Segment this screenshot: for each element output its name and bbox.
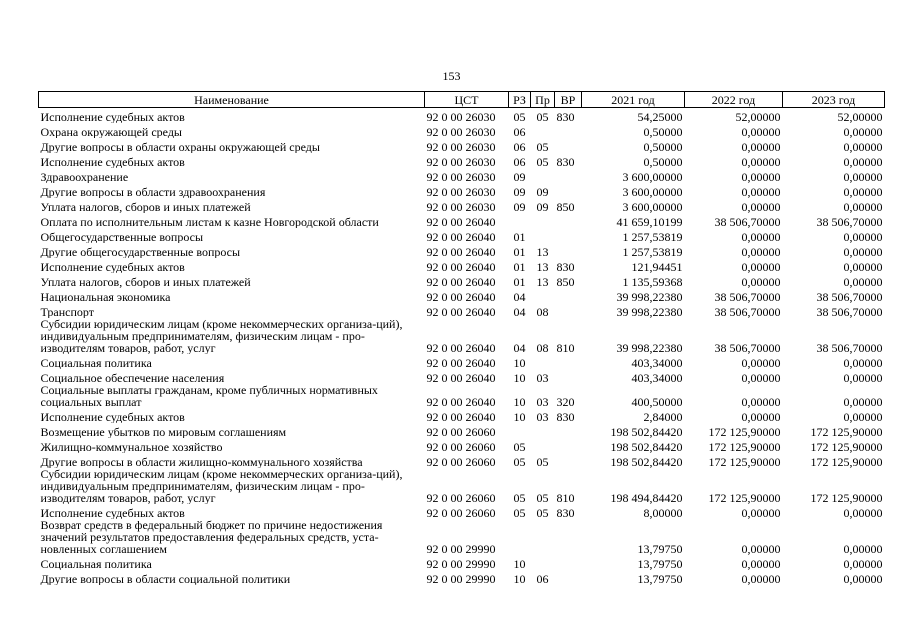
cell-y2022: 0,00000 <box>741 125 781 138</box>
cell-y2022: 172 125,90000 <box>708 455 781 468</box>
cell-vr <box>555 243 582 258</box>
table-row <box>39 438 885 453</box>
header-name: Наименование <box>39 92 425 108</box>
cell-vr <box>555 168 582 183</box>
cell-y2022: 38 506,70000 <box>714 305 781 318</box>
cell-rz: 10 <box>513 410 526 423</box>
cell-y2023: 0,00000 <box>843 410 883 423</box>
cell-vr <box>555 354 582 369</box>
cell-y2022: 172 125,90000 <box>708 425 781 438</box>
cell-y2021: 13,79750 <box>637 572 683 585</box>
table-row <box>39 423 885 438</box>
cell-y2022: 0,00000 <box>741 245 781 258</box>
cell-y2021: 39 998,22380 <box>616 341 683 354</box>
cell-vr: 830 <box>556 260 575 273</box>
cell-name: Субсидии юридическим лицам (кроме некоммерческих организа-ций), индивидуальным предпринимателям, физическим лицам - про-изводителям товаров, работ, услуг <box>40 318 403 354</box>
table-row <box>39 288 885 303</box>
cell-y2022: 0,00000 <box>741 230 781 243</box>
cell-rz: 10 <box>513 572 526 585</box>
table-row <box>39 123 885 138</box>
cell-cst: 92 0 00 26040 <box>426 215 496 228</box>
cell-y2021: 0,50000 <box>643 125 683 138</box>
cell-y2023: 0,00000 <box>843 542 883 555</box>
cell-rz: 09 <box>513 170 526 183</box>
cell-vr: 850 <box>556 275 575 288</box>
cell-cst: 92 0 00 26060 <box>426 455 496 468</box>
cell-rz: 05 <box>513 440 526 453</box>
cell-y2021: 54,25000 <box>637 110 683 123</box>
cell-vr <box>555 369 582 384</box>
cell-y2022: 38 506,70000 <box>714 290 781 303</box>
cell-rz: 04 <box>513 341 526 354</box>
cell-vr <box>555 453 582 468</box>
cell-cst: 92 0 00 26040 <box>426 371 496 384</box>
cell-cst: 92 0 00 26040 <box>426 410 496 423</box>
cell-rz: 09 <box>513 200 526 213</box>
cell-vr: 850 <box>556 200 575 213</box>
cell-y2023: 0,00000 <box>843 371 883 384</box>
cell-pr: 05 <box>536 506 549 519</box>
cell-pr: 13 <box>536 275 549 288</box>
page-number: 153 <box>442 69 461 83</box>
cell-pr: 08 <box>536 341 549 354</box>
cell-vr <box>555 123 582 138</box>
cell-vr: 810 <box>556 491 575 504</box>
cell-name: Оплата по исполнительным листам к казне Новгородской области <box>40 215 379 228</box>
cell-cst: 92 0 00 26030 <box>426 170 496 183</box>
cell-rz: 10 <box>513 395 526 408</box>
cell-pr: 05 <box>536 155 549 168</box>
cell-name: Транспорт <box>40 305 94 318</box>
cell-y2023: 0,00000 <box>843 200 883 213</box>
cell-pr <box>531 168 555 183</box>
cell-y2022: 38 506,70000 <box>714 341 781 354</box>
cell-rz <box>509 213 531 228</box>
cell-y2021: 0,50000 <box>643 155 683 168</box>
cell-rz: 01 <box>513 230 526 243</box>
cell-y2022: 0,00000 <box>741 155 781 168</box>
cell-y2023: 0,00000 <box>843 185 883 198</box>
cell-y2021: 198 494,84420 <box>610 491 683 504</box>
table-row <box>39 384 885 408</box>
cell-y2023: 38 506,70000 <box>816 215 883 228</box>
table-row <box>39 303 885 318</box>
table-row <box>39 453 885 468</box>
cell-y2022: 0,00000 <box>741 395 781 408</box>
cell-cst: 92 0 00 29990 <box>426 542 496 555</box>
cell-vr <box>555 519 582 555</box>
cell-pr: 03 <box>536 371 549 384</box>
table-row <box>39 318 885 354</box>
cell-pr <box>531 555 555 570</box>
cell-y2022: 0,00000 <box>741 260 781 273</box>
table-row <box>39 519 885 555</box>
cell-y2021: 1 135,59368 <box>622 275 683 288</box>
table-row <box>39 168 885 183</box>
cell-rz: 01 <box>513 245 526 258</box>
cell-cst: 92 0 00 26040 <box>426 305 496 318</box>
cell-y2023: 0,00000 <box>843 170 883 183</box>
table-row <box>39 273 885 288</box>
cell-name: Социальная политика <box>40 356 152 369</box>
cell-vr: 830 <box>556 410 575 423</box>
cell-pr <box>531 438 555 453</box>
table-row <box>39 504 885 519</box>
cell-name: Жилищно-коммунальное хозяйство <box>40 440 223 453</box>
table-row <box>39 213 885 228</box>
cell-y2021: 198 502,84420 <box>610 440 683 453</box>
cell-vr: 320 <box>556 395 575 408</box>
cell-pr <box>531 354 555 369</box>
cell-y2023: 0,00000 <box>843 230 883 243</box>
cell-y2023: 172 125,90000 <box>810 491 883 504</box>
cell-y2021: 198 502,84420 <box>610 455 683 468</box>
cell-cst: 92 0 00 26040 <box>426 275 496 288</box>
cell-y2021: 13,79750 <box>637 542 683 555</box>
cell-y2021: 121,94451 <box>631 260 683 273</box>
cell-name: Исполнение судебных актов <box>40 155 185 168</box>
table-row <box>39 468 885 504</box>
cell-pr: 03 <box>536 410 549 423</box>
cell-name: Исполнение судебных актов <box>40 260 185 273</box>
cell-name: Другие вопросы в области здравоохранения <box>40 185 266 198</box>
cell-name: Возврат средств в федеральный бюджет по причине недостижения значений результатов предоставления федеральных средств, уста-новленных соглашением <box>40 519 383 555</box>
cell-pr: 05 <box>536 455 549 468</box>
cell-rz <box>509 423 531 438</box>
cell-y2021: 3 600,00000 <box>622 170 683 183</box>
cell-name: Уплата налогов, сборов и иных платежей <box>40 200 251 213</box>
cell-y2021: 400,50000 <box>631 395 683 408</box>
cell-vr <box>555 183 582 198</box>
cell-vr <box>555 228 582 243</box>
cell-name: Другие общегосударственные вопросы <box>40 245 241 258</box>
cell-rz: 04 <box>513 305 526 318</box>
cell-y2021: 198 502,84420 <box>610 425 683 438</box>
cell-y2023: 0,00000 <box>843 356 883 369</box>
cell-y2021: 39 998,22380 <box>616 290 683 303</box>
cell-y2023: 0,00000 <box>843 275 883 288</box>
cell-pr: 09 <box>536 185 549 198</box>
cell-pr: 06 <box>536 572 549 585</box>
cell-cst: 92 0 00 26060 <box>426 491 496 504</box>
cell-pr: 13 <box>536 245 549 258</box>
cell-pr: 09 <box>536 200 549 213</box>
cell-pr: 03 <box>536 395 549 408</box>
cell-y2021: 41 659,10199 <box>616 215 683 228</box>
cell-pr: 05 <box>536 110 549 123</box>
cell-pr: 08 <box>536 305 549 318</box>
cell-pr <box>531 423 555 438</box>
cell-rz: 10 <box>513 371 526 384</box>
cell-vr <box>555 288 582 303</box>
cell-y2022: 38 506,70000 <box>714 215 781 228</box>
cell-y2022: 172 125,90000 <box>708 491 781 504</box>
cell-y2021: 3 600,00000 <box>622 200 683 213</box>
cell-y2023: 172 125,90000 <box>810 455 883 468</box>
cell-y2022: 0,00000 <box>741 542 781 555</box>
cell-name: Социальные выплаты гражданам, кроме публичных нормативных социальных выплат <box>40 384 378 408</box>
cell-vr: 830 <box>556 506 575 519</box>
cell-y2022: 0,00000 <box>741 557 781 570</box>
cell-rz: 05 <box>513 455 526 468</box>
cell-y2021: 1 257,53819 <box>622 230 683 243</box>
cell-rz: 09 <box>513 185 526 198</box>
cell-y2022: 0,00000 <box>741 200 781 213</box>
cell-y2022: 52,00000 <box>735 110 781 123</box>
cell-y2022: 0,00000 <box>741 572 781 585</box>
cell-cst: 92 0 00 26030 <box>426 185 496 198</box>
cell-name: Исполнение судебных актов <box>40 506 185 519</box>
header-2022: 2022 год <box>685 92 783 108</box>
header-vr: ВР <box>555 92 582 108</box>
cell-pr <box>531 288 555 303</box>
table-row <box>39 183 885 198</box>
cell-y2021: 3 600,00000 <box>622 185 683 198</box>
cell-name: Национальная экономика <box>40 290 171 303</box>
cell-name: Исполнение судебных актов <box>40 410 185 423</box>
cell-y2023: 172 125,90000 <box>810 440 883 453</box>
cell-y2022: 0,00000 <box>741 140 781 153</box>
cell-rz: 06 <box>513 125 526 138</box>
cell-y2023: 0,00000 <box>843 140 883 153</box>
cell-y2022: 0,00000 <box>741 506 781 519</box>
table-row <box>39 153 885 168</box>
cell-rz: 05 <box>513 110 526 123</box>
table-row <box>39 555 885 570</box>
cell-vr: 830 <box>556 110 575 123</box>
table-row <box>39 243 885 258</box>
cell-cst: 92 0 00 26040 <box>426 245 496 258</box>
table-row <box>39 258 885 273</box>
cell-vr <box>555 570 582 585</box>
header-pr: Пр <box>531 92 555 108</box>
cell-cst: 92 0 00 26040 <box>426 290 496 303</box>
cell-cst: 92 0 00 26040 <box>426 395 496 408</box>
cell-y2021: 403,34000 <box>631 371 683 384</box>
cell-y2021: 0,50000 <box>643 140 683 153</box>
cell-name: Уплата налогов, сборов и иных платежей <box>40 275 251 288</box>
cell-name: Общегосударственные вопросы <box>40 230 204 243</box>
cell-cst: 92 0 00 26030 <box>426 155 496 168</box>
cell-name: Субсидии юридическим лицам (кроме некоммерческих организа-ций), индивидуальным предпринимателям, физическим лицам - про-изводителям товаров, работ, услуг <box>40 468 403 504</box>
cell-vr <box>555 138 582 153</box>
cell-y2022: 0,00000 <box>741 275 781 288</box>
cell-y2022: 172 125,90000 <box>708 440 781 453</box>
cell-y2021: 13,79750 <box>637 557 683 570</box>
table-row <box>39 408 885 423</box>
cell-vr <box>555 213 582 228</box>
table-body <box>39 108 885 586</box>
cell-rz: 06 <box>513 155 526 168</box>
cell-cst: 92 0 00 26060 <box>426 425 496 438</box>
cell-y2023: 0,00000 <box>843 506 883 519</box>
cell-cst: 92 0 00 26030 <box>426 200 496 213</box>
cell-y2022: 0,00000 <box>741 170 781 183</box>
cell-rz: 01 <box>513 260 526 273</box>
cell-y2022: 0,00000 <box>741 410 781 423</box>
table-row <box>39 354 885 369</box>
cell-rz: 01 <box>513 275 526 288</box>
cell-y2021: 1 257,53819 <box>622 245 683 258</box>
cell-rz: 05 <box>513 506 526 519</box>
cell-rz: 06 <box>513 140 526 153</box>
cell-y2023: 172 125,90000 <box>810 425 883 438</box>
cell-y2021: 39 998,22380 <box>616 305 683 318</box>
table-row <box>39 369 885 384</box>
cell-y2022: 0,00000 <box>741 356 781 369</box>
table-row <box>39 570 885 585</box>
cell-cst: 92 0 00 26040 <box>426 356 496 369</box>
cell-cst: 92 0 00 29990 <box>426 572 496 585</box>
cell-name: Другие вопросы в области социальной политики <box>40 572 291 585</box>
cell-y2021: 403,34000 <box>631 356 683 369</box>
cell-name: Социальная политика <box>40 557 152 570</box>
cell-y2023: 38 506,70000 <box>816 341 883 354</box>
cell-rz: 05 <box>513 491 526 504</box>
cell-cst: 92 0 00 26060 <box>426 506 496 519</box>
cell-cst: 92 0 00 26040 <box>426 230 496 243</box>
cell-y2022: 0,00000 <box>741 185 781 198</box>
header-rz: РЗ <box>509 92 531 108</box>
cell-y2021: 8,00000 <box>643 506 683 519</box>
cell-rz <box>509 519 531 555</box>
table-row <box>39 198 885 213</box>
table-header-row <box>39 92 885 108</box>
cell-y2022: 0,00000 <box>741 371 781 384</box>
cell-y2023: 0,00000 <box>843 572 883 585</box>
cell-pr <box>531 213 555 228</box>
cell-pr: 05 <box>536 140 549 153</box>
cell-rz: 04 <box>513 290 526 303</box>
cell-vr <box>555 303 582 318</box>
cell-pr: 05 <box>536 491 549 504</box>
cell-name: Другие вопросы в области охраны окружающей среды <box>40 140 320 153</box>
cell-name: Охрана окружающей среды <box>40 125 182 138</box>
cell-vr <box>555 423 582 438</box>
cell-cst: 92 0 00 29990 <box>426 557 496 570</box>
cell-pr: 13 <box>536 260 549 273</box>
cell-cst: 92 0 00 26030 <box>426 110 496 123</box>
cell-y2023: 38 506,70000 <box>816 290 883 303</box>
header-2021: 2021 год <box>582 92 685 108</box>
cell-pr <box>531 123 555 138</box>
cell-name: Здравоохранение <box>40 170 129 183</box>
cell-name: Исполнение судебных актов <box>40 110 185 123</box>
cell-y2023: 0,00000 <box>843 155 883 168</box>
cell-y2023: 0,00000 <box>843 260 883 273</box>
table-row <box>39 138 885 153</box>
cell-pr <box>531 228 555 243</box>
cell-vr <box>555 555 582 570</box>
cell-cst: 92 0 00 26060 <box>426 440 496 453</box>
cell-rz: 10 <box>513 557 526 570</box>
cell-name: Возмещение убытков по мировым соглашениям <box>40 425 287 438</box>
cell-pr <box>531 519 555 555</box>
cell-name: Другие вопросы в области жилищно-коммунального хозяйства <box>40 455 363 468</box>
cell-cst: 92 0 00 26040 <box>426 341 496 354</box>
cell-y2023: 0,00000 <box>843 395 883 408</box>
cell-name: Социальное обеспечение населения <box>40 371 225 384</box>
cell-vr: 830 <box>556 155 575 168</box>
table-row <box>39 228 885 243</box>
cell-y2023: 52,00000 <box>837 110 883 123</box>
table-row <box>39 108 885 124</box>
cell-vr <box>555 438 582 453</box>
cell-y2021: 2,84000 <box>643 410 683 423</box>
cell-y2023: 0,00000 <box>843 557 883 570</box>
cell-cst: 92 0 00 26030 <box>426 125 496 138</box>
cell-rz: 10 <box>513 356 526 369</box>
cell-y2023: 0,00000 <box>843 245 883 258</box>
header-cst: ЦСТ <box>425 92 509 108</box>
cell-vr: 810 <box>556 341 575 354</box>
cell-y2023: 0,00000 <box>843 125 883 138</box>
cell-cst: 92 0 00 26030 <box>426 140 496 153</box>
header-2023: 2023 год <box>783 92 885 108</box>
budget-table <box>38 91 885 585</box>
cell-y2023: 38 506,70000 <box>816 305 883 318</box>
cell-cst: 92 0 00 26040 <box>426 260 496 273</box>
